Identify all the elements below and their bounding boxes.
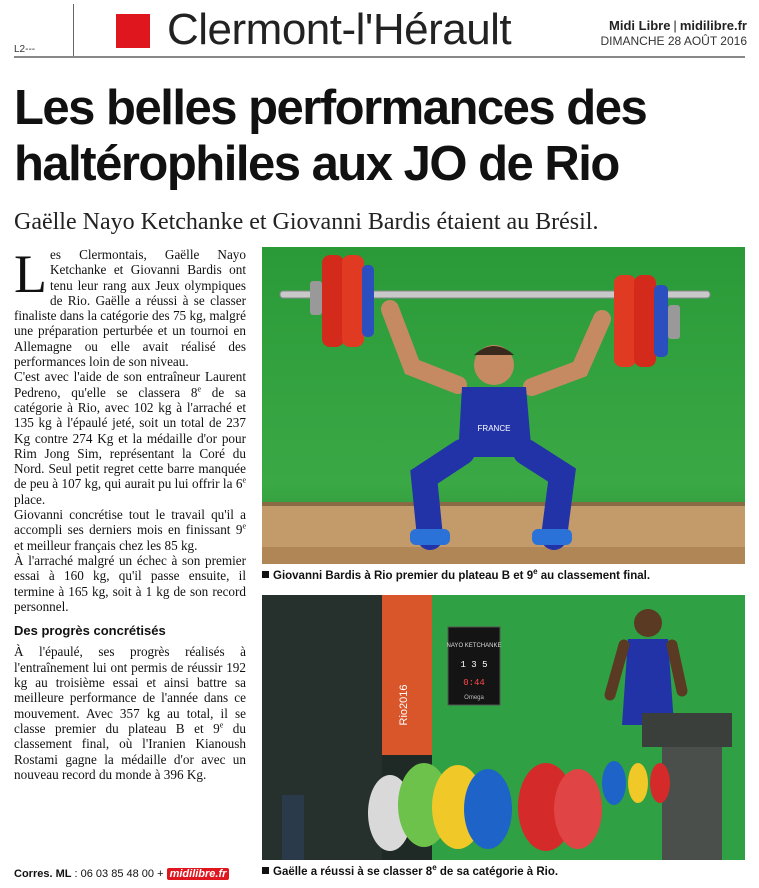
drop-cap: L xyxy=(14,244,47,304)
header-rule xyxy=(14,56,745,58)
subheadline: Gaëlle Nayo Ketchanke et Giovanni Bardis étaient au Brésil. xyxy=(14,209,599,235)
olympic-logo-text: Rio2016 xyxy=(398,684,410,726)
jersey-text: FRANCE xyxy=(477,424,511,433)
board-clock: 0:44 xyxy=(463,678,485,688)
newspaper-brand: Midi Libre | midilibre.fr xyxy=(609,18,747,33)
issue-date: DIMANCHE 28 AOÛT 2016 xyxy=(600,34,747,48)
training-hall-illustration xyxy=(262,595,745,860)
board-brand: Omega xyxy=(464,695,484,701)
header-divider xyxy=(73,4,74,56)
photo-giovanni-bardis xyxy=(262,247,745,564)
midilibre-badge: midilibre.fr xyxy=(167,868,230,880)
correspondent-credit: Corres. ML : 06 03 85 48 00 + midilibre.fr xyxy=(14,868,229,880)
paragraph-5: À l'épaulé, ses progrès réalisés à l'entraînement lui ont permis de réussir 192 kg au troisième essai et ainsi battre sa meilleure performance de l'année dans ce mouvement. Avec 357 kg au total, il se classe premier du plateau B et 9e du classement final, où l'Iranien Kianoush Rostami gagne la médaille d'or avec un nouveau record du monde à 396 Kg. xyxy=(14,644,246,782)
article-body xyxy=(14,244,247,782)
photo-gaelle-nayo-ketchanke xyxy=(262,595,745,860)
paragraph-1: Les Clermontais, Gaëlle Nayo Ketchanke et Giovanni Bardis ont tenu leur rang aux Jeux olympiques de Rio. Gaëlle a réussi à se classer finaliste dans la catégorie des 75 kg, malgré une préparation perturbée et un tournoi en Allemagne ou elle avait réalisé des performances loin de son niveau. xyxy=(14,244,246,370)
headline: Les belles performances des haltérophiles aux JO de Rio xyxy=(14,81,647,191)
paragraph-4: À l'arraché malgré un échec à son premier essai à 160 kg, qu'il passe ensuite, il termine à 165 kg, soit à 1 kg de son record personnel. xyxy=(14,552,246,614)
section-title: Clermont-l'Hérault xyxy=(167,5,512,54)
paragraph-2: C'est avec l'aide de son entraîneur Laurent Pedreno, qu'elle se classera 8e de sa catégorie à Rio, avec 102 kg à l'arraché et 135 kg à l'épaulé jeté, soit un total de 237 Kg contre 274 Kg et la médaille d'or pour Rim Jong Sim, représentant la Coré du Nord. Seul petit regret cette barre manquée de peu à 107 kg, qui aurait pu lui offrir la 6e place. xyxy=(14,369,247,507)
caption-bottom-photo: Gaëlle a réussi à se classer 8e de sa catégorie à Rio. xyxy=(262,866,558,878)
board-weight: 1 3 5 xyxy=(460,660,488,670)
weightlifter-illustration xyxy=(262,247,745,564)
intertitle: Des progrès concrétisés xyxy=(14,623,166,639)
board-athlete: NAYO KETCHANKE xyxy=(446,643,502,649)
paragraph-3: Giovanni concrétise tout le travail qu'il a accompli ses derniers mois en finissant 9e et meilleur français chez les 85 kg. xyxy=(14,507,246,553)
newspaper-name: Midi Libre xyxy=(609,18,671,33)
page-code: L2--- xyxy=(14,44,36,55)
section-marker xyxy=(116,14,150,48)
newspaper-site: midilibre.fr xyxy=(679,18,747,33)
caption-top-photo: Giovanni Bardis à Rio premier du plateau B et 9e au classement final. xyxy=(262,570,650,582)
